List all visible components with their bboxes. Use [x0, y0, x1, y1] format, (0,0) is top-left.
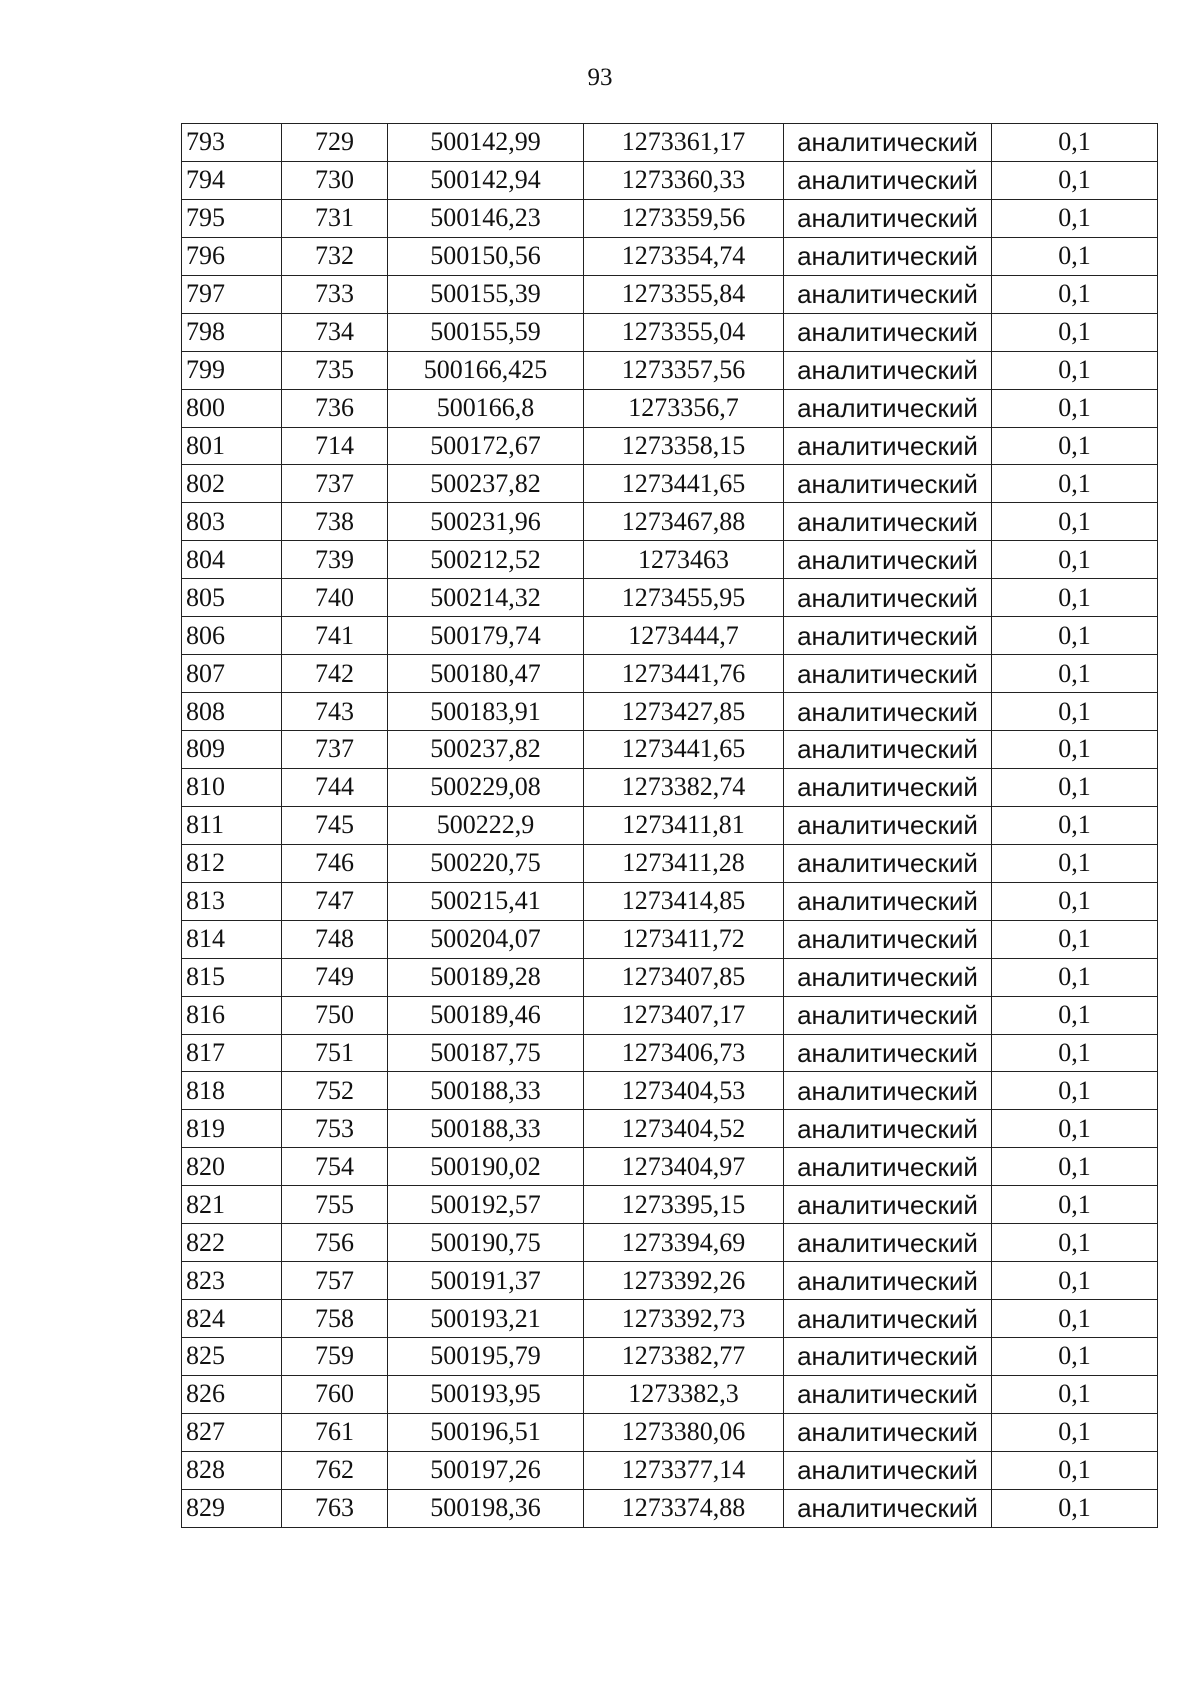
cell-row-number: 794	[182, 161, 282, 199]
cell-accuracy: 0,1	[992, 427, 1158, 465]
cell-method: аналитический	[784, 693, 992, 731]
cell-method: аналитический	[784, 503, 992, 541]
cell-x-coordinate: 500142,94	[388, 161, 584, 199]
table-body	[182, 124, 1158, 1528]
cell-y-coordinate: 1273382,3	[584, 1375, 784, 1413]
cell-row-number: 796	[182, 237, 282, 275]
cell-x-coordinate: 500237,82	[388, 731, 584, 769]
cell-accuracy: 0,1	[992, 503, 1158, 541]
cell-x-coordinate: 500179,74	[388, 617, 584, 655]
cell-y-coordinate: 1273382,74	[584, 768, 784, 806]
cell-point-number: 753	[282, 1110, 388, 1148]
cell-row-number: 793	[182, 124, 282, 162]
cell-method: аналитический	[784, 1338, 992, 1376]
table-row	[182, 313, 1158, 351]
cell-row-number: 804	[182, 541, 282, 579]
cell-y-coordinate: 1273407,17	[584, 996, 784, 1034]
cell-method: аналитический	[784, 617, 992, 655]
cell-row-number: 823	[182, 1262, 282, 1300]
cell-accuracy: 0,1	[992, 124, 1158, 162]
cell-method: аналитический	[784, 541, 992, 579]
cell-method: аналитический	[784, 1489, 992, 1527]
table-row	[182, 1489, 1158, 1527]
cell-point-number: 755	[282, 1186, 388, 1224]
cell-row-number: 799	[182, 351, 282, 389]
cell-point-number: 749	[282, 958, 388, 996]
cell-x-coordinate: 500193,21	[388, 1300, 584, 1338]
coordinates-table	[181, 123, 1158, 1528]
cell-accuracy: 0,1	[992, 1148, 1158, 1186]
table-row	[182, 1224, 1158, 1262]
cell-row-number: 818	[182, 1072, 282, 1110]
cell-accuracy: 0,1	[992, 1451, 1158, 1489]
table-row	[182, 1262, 1158, 1300]
cell-accuracy: 0,1	[992, 541, 1158, 579]
cell-x-coordinate: 500155,39	[388, 275, 584, 313]
cell-point-number: 745	[282, 806, 388, 844]
cell-row-number: 807	[182, 655, 282, 693]
cell-point-number: 729	[282, 124, 388, 162]
table-row	[182, 731, 1158, 769]
cell-point-number: 750	[282, 996, 388, 1034]
table-row	[182, 465, 1158, 503]
cell-point-number: 759	[282, 1338, 388, 1376]
cell-accuracy: 0,1	[992, 199, 1158, 237]
cell-point-number: 760	[282, 1375, 388, 1413]
cell-method: аналитический	[784, 124, 992, 162]
cell-method: аналитический	[784, 275, 992, 313]
cell-point-number: 735	[282, 351, 388, 389]
cell-accuracy: 0,1	[992, 693, 1158, 731]
cell-x-coordinate: 500220,75	[388, 844, 584, 882]
cell-method: аналитический	[784, 1375, 992, 1413]
cell-point-number: 738	[282, 503, 388, 541]
cell-accuracy: 0,1	[992, 920, 1158, 958]
table-row	[182, 996, 1158, 1034]
cell-row-number: 800	[182, 389, 282, 427]
cell-point-number: 734	[282, 313, 388, 351]
cell-method: аналитический	[784, 427, 992, 465]
table-row	[182, 806, 1158, 844]
table-row	[182, 351, 1158, 389]
table-row	[182, 1338, 1158, 1376]
cell-x-coordinate: 500150,56	[388, 237, 584, 275]
cell-accuracy: 0,1	[992, 1413, 1158, 1451]
table-row	[182, 882, 1158, 920]
cell-y-coordinate: 1273407,85	[584, 958, 784, 996]
cell-point-number: 737	[282, 465, 388, 503]
cell-x-coordinate: 500193,95	[388, 1375, 584, 1413]
cell-accuracy: 0,1	[992, 579, 1158, 617]
cell-x-coordinate: 500215,41	[388, 882, 584, 920]
cell-method: аналитический	[784, 389, 992, 427]
cell-y-coordinate: 1273406,73	[584, 1034, 784, 1072]
cell-accuracy: 0,1	[992, 1072, 1158, 1110]
cell-row-number: 824	[182, 1300, 282, 1338]
cell-y-coordinate: 1273380,06	[584, 1413, 784, 1451]
cell-row-number: 829	[182, 1489, 282, 1527]
cell-row-number: 805	[182, 579, 282, 617]
cell-y-coordinate: 1273358,15	[584, 427, 784, 465]
cell-point-number: 752	[282, 1072, 388, 1110]
cell-accuracy: 0,1	[992, 882, 1158, 920]
cell-method: аналитический	[784, 237, 992, 275]
cell-point-number: 748	[282, 920, 388, 958]
cell-method: аналитический	[784, 958, 992, 996]
cell-row-number: 813	[182, 882, 282, 920]
cell-row-number: 808	[182, 693, 282, 731]
table-row	[182, 1451, 1158, 1489]
cell-point-number: 741	[282, 617, 388, 655]
cell-y-coordinate: 1273444,7	[584, 617, 784, 655]
cell-accuracy: 0,1	[992, 806, 1158, 844]
cell-y-coordinate: 1273374,88	[584, 1489, 784, 1527]
cell-method: аналитический	[784, 351, 992, 389]
cell-accuracy: 0,1	[992, 731, 1158, 769]
table-row	[182, 1110, 1158, 1148]
cell-accuracy: 0,1	[992, 1489, 1158, 1527]
cell-method: аналитический	[784, 844, 992, 882]
cell-accuracy: 0,1	[992, 1300, 1158, 1338]
cell-y-coordinate: 1273357,56	[584, 351, 784, 389]
cell-accuracy: 0,1	[992, 1224, 1158, 1262]
cell-x-coordinate: 500192,57	[388, 1186, 584, 1224]
cell-y-coordinate: 1273356,7	[584, 389, 784, 427]
cell-point-number: 731	[282, 199, 388, 237]
cell-accuracy: 0,1	[992, 1375, 1158, 1413]
cell-accuracy: 0,1	[992, 617, 1158, 655]
table-row	[182, 579, 1158, 617]
cell-x-coordinate: 500189,46	[388, 996, 584, 1034]
cell-x-coordinate: 500188,33	[388, 1110, 584, 1148]
cell-method: аналитический	[784, 1034, 992, 1072]
cell-accuracy: 0,1	[992, 1262, 1158, 1300]
cell-point-number: 746	[282, 844, 388, 882]
table-row	[182, 1148, 1158, 1186]
cell-point-number: 736	[282, 389, 388, 427]
cell-accuracy: 0,1	[992, 1110, 1158, 1148]
table-row	[182, 389, 1158, 427]
cell-point-number: 737	[282, 731, 388, 769]
cell-row-number: 811	[182, 806, 282, 844]
cell-method: аналитический	[784, 161, 992, 199]
cell-point-number: 756	[282, 1224, 388, 1262]
cell-accuracy: 0,1	[992, 958, 1158, 996]
cell-y-coordinate: 1273467,88	[584, 503, 784, 541]
cell-row-number: 812	[182, 844, 282, 882]
cell-row-number: 803	[182, 503, 282, 541]
cell-x-coordinate: 500198,36	[388, 1489, 584, 1527]
cell-accuracy: 0,1	[992, 389, 1158, 427]
cell-x-coordinate: 500191,37	[388, 1262, 584, 1300]
page-number: 93	[587, 64, 613, 91]
cell-x-coordinate: 500189,28	[388, 958, 584, 996]
cell-method: аналитический	[784, 1148, 992, 1186]
cell-x-coordinate: 500214,32	[388, 579, 584, 617]
cell-method: аналитический	[784, 1262, 992, 1300]
table-row	[182, 503, 1158, 541]
cell-method: аналитический	[784, 1186, 992, 1224]
cell-method: аналитический	[784, 1413, 992, 1451]
cell-method: аналитический	[784, 1224, 992, 1262]
cell-row-number: 809	[182, 731, 282, 769]
cell-row-number: 815	[182, 958, 282, 996]
cell-x-coordinate: 500229,08	[388, 768, 584, 806]
cell-y-coordinate: 1273404,53	[584, 1072, 784, 1110]
cell-method: аналитический	[784, 1110, 992, 1148]
cell-method: аналитический	[784, 920, 992, 958]
cell-method: аналитический	[784, 199, 992, 237]
cell-point-number: 754	[282, 1148, 388, 1186]
table-row	[182, 1375, 1158, 1413]
cell-y-coordinate: 1273411,81	[584, 806, 784, 844]
cell-accuracy: 0,1	[992, 237, 1158, 275]
table-row	[182, 768, 1158, 806]
cell-row-number: 798	[182, 313, 282, 351]
cell-y-coordinate: 1273355,04	[584, 313, 784, 351]
cell-method: аналитический	[784, 313, 992, 351]
cell-y-coordinate: 1273394,69	[584, 1224, 784, 1262]
cell-point-number: 740	[282, 579, 388, 617]
cell-row-number: 819	[182, 1110, 282, 1148]
cell-accuracy: 0,1	[992, 655, 1158, 693]
cell-row-number: 825	[182, 1338, 282, 1376]
table-row	[182, 920, 1158, 958]
cell-y-coordinate: 1273414,85	[584, 882, 784, 920]
cell-x-coordinate: 500155,59	[388, 313, 584, 351]
cell-y-coordinate: 1273455,95	[584, 579, 784, 617]
cell-x-coordinate: 500146,23	[388, 199, 584, 237]
cell-point-number: 732	[282, 237, 388, 275]
cell-y-coordinate: 1273441,76	[584, 655, 784, 693]
cell-y-coordinate: 1273392,26	[584, 1262, 784, 1300]
cell-accuracy: 0,1	[992, 161, 1158, 199]
cell-row-number: 806	[182, 617, 282, 655]
cell-x-coordinate: 500195,79	[388, 1338, 584, 1376]
cell-point-number: 747	[282, 882, 388, 920]
cell-y-coordinate: 1273463	[584, 541, 784, 579]
cell-x-coordinate: 500142,99	[388, 124, 584, 162]
table-row	[182, 237, 1158, 275]
cell-point-number: 751	[282, 1034, 388, 1072]
table-row	[182, 693, 1158, 731]
table-row	[182, 958, 1158, 996]
cell-x-coordinate: 500212,52	[388, 541, 584, 579]
cell-accuracy: 0,1	[992, 996, 1158, 1034]
cell-method: аналитический	[784, 996, 992, 1034]
cell-y-coordinate: 1273360,33	[584, 161, 784, 199]
cell-row-number: 795	[182, 199, 282, 237]
table-row	[182, 1413, 1158, 1451]
cell-x-coordinate: 500180,47	[388, 655, 584, 693]
table-row	[182, 541, 1158, 579]
cell-row-number: 820	[182, 1148, 282, 1186]
cell-y-coordinate: 1273377,14	[584, 1451, 784, 1489]
cell-method: аналитический	[784, 579, 992, 617]
table-row	[182, 844, 1158, 882]
cell-method: аналитический	[784, 882, 992, 920]
cell-y-coordinate: 1273354,74	[584, 237, 784, 275]
table-row	[182, 1300, 1158, 1338]
cell-point-number: 758	[282, 1300, 388, 1338]
cell-y-coordinate: 1273411,28	[584, 844, 784, 882]
cell-y-coordinate: 1273395,15	[584, 1186, 784, 1224]
cell-accuracy: 0,1	[992, 1034, 1158, 1072]
cell-row-number: 802	[182, 465, 282, 503]
cell-y-coordinate: 1273361,17	[584, 124, 784, 162]
cell-x-coordinate: 500188,33	[388, 1072, 584, 1110]
cell-row-number: 822	[182, 1224, 282, 1262]
cell-row-number: 817	[182, 1034, 282, 1072]
table-row	[182, 1034, 1158, 1072]
table-row	[182, 161, 1158, 199]
cell-row-number: 816	[182, 996, 282, 1034]
table-row	[182, 617, 1158, 655]
cell-x-coordinate: 500190,02	[388, 1148, 584, 1186]
cell-row-number: 827	[182, 1413, 282, 1451]
cell-point-number: 739	[282, 541, 388, 579]
cell-method: аналитический	[784, 655, 992, 693]
cell-x-coordinate: 500237,82	[388, 465, 584, 503]
cell-y-coordinate: 1273441,65	[584, 465, 784, 503]
cell-x-coordinate: 500196,51	[388, 1413, 584, 1451]
cell-point-number: 742	[282, 655, 388, 693]
cell-y-coordinate: 1273411,72	[584, 920, 784, 958]
cell-accuracy: 0,1	[992, 1186, 1158, 1224]
cell-point-number: 744	[282, 768, 388, 806]
table-row	[182, 275, 1158, 313]
table-row	[182, 1072, 1158, 1110]
cell-x-coordinate: 500172,67	[388, 427, 584, 465]
cell-row-number: 828	[182, 1451, 282, 1489]
cell-y-coordinate: 1273404,52	[584, 1110, 784, 1148]
cell-row-number: 821	[182, 1186, 282, 1224]
cell-accuracy: 0,1	[992, 768, 1158, 806]
table-row	[182, 199, 1158, 237]
cell-y-coordinate: 1273441,65	[584, 731, 784, 769]
cell-x-coordinate: 500166,8	[388, 389, 584, 427]
cell-row-number: 810	[182, 768, 282, 806]
cell-x-coordinate: 500222,9	[388, 806, 584, 844]
cell-x-coordinate: 500204,07	[388, 920, 584, 958]
table-row	[182, 427, 1158, 465]
cell-point-number: 730	[282, 161, 388, 199]
cell-x-coordinate: 500190,75	[388, 1224, 584, 1262]
cell-method: аналитический	[784, 768, 992, 806]
table-row	[182, 124, 1158, 162]
cell-method: аналитический	[784, 806, 992, 844]
cell-accuracy: 0,1	[992, 313, 1158, 351]
cell-method: аналитический	[784, 731, 992, 769]
cell-row-number: 826	[182, 1375, 282, 1413]
cell-accuracy: 0,1	[992, 844, 1158, 882]
cell-method: аналитический	[784, 1451, 992, 1489]
cell-x-coordinate: 500231,96	[388, 503, 584, 541]
cell-accuracy: 0,1	[992, 275, 1158, 313]
cell-y-coordinate: 1273392,73	[584, 1300, 784, 1338]
cell-point-number: 757	[282, 1262, 388, 1300]
cell-y-coordinate: 1273359,56	[584, 199, 784, 237]
cell-accuracy: 0,1	[992, 1338, 1158, 1376]
cell-x-coordinate: 500183,91	[388, 693, 584, 731]
cell-point-number: 743	[282, 693, 388, 731]
cell-y-coordinate: 1273355,84	[584, 275, 784, 313]
cell-y-coordinate: 1273404,97	[584, 1148, 784, 1186]
cell-y-coordinate: 1273427,85	[584, 693, 784, 731]
cell-method: аналитический	[784, 1300, 992, 1338]
table-row	[182, 1186, 1158, 1224]
cell-row-number: 814	[182, 920, 282, 958]
cell-x-coordinate: 500166,425	[388, 351, 584, 389]
cell-point-number: 733	[282, 275, 388, 313]
cell-point-number: 762	[282, 1451, 388, 1489]
cell-method: аналитический	[784, 1072, 992, 1110]
cell-accuracy: 0,1	[992, 351, 1158, 389]
cell-accuracy: 0,1	[992, 465, 1158, 503]
table-row	[182, 655, 1158, 693]
cell-point-number: 761	[282, 1413, 388, 1451]
cell-x-coordinate: 500187,75	[388, 1034, 584, 1072]
cell-point-number: 763	[282, 1489, 388, 1527]
cell-point-number: 714	[282, 427, 388, 465]
cell-method: аналитический	[784, 465, 992, 503]
cell-row-number: 801	[182, 427, 282, 465]
cell-y-coordinate: 1273382,77	[584, 1338, 784, 1376]
cell-row-number: 797	[182, 275, 282, 313]
cell-x-coordinate: 500197,26	[388, 1451, 584, 1489]
